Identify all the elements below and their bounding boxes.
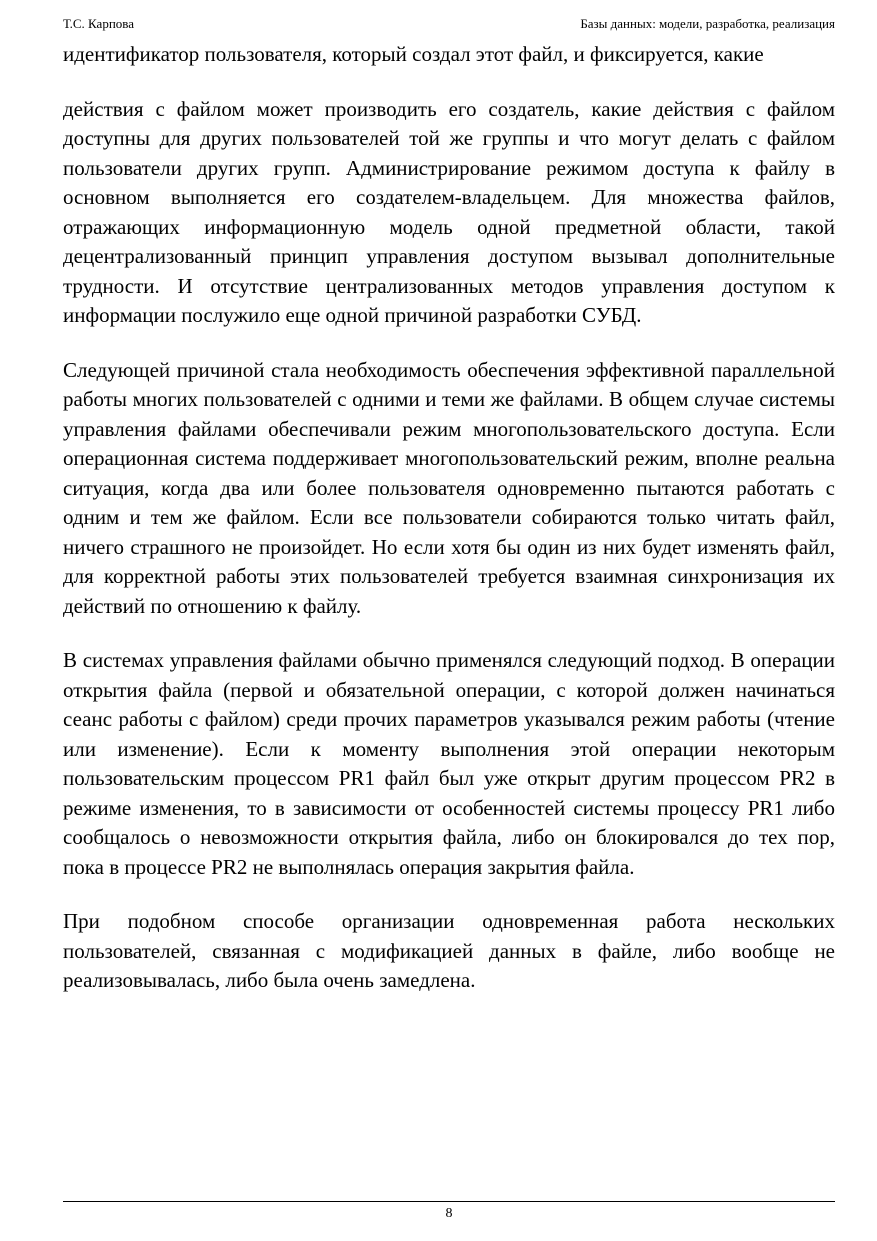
- page-number: 8: [445, 1206, 453, 1221]
- paragraph-conclusion: При подобном способе организации одновременная работа нескольких пользователей, связанная с модификацией данных в файле, либо вообще не реализовывалась, либо была очень замедлена.: [63, 909, 835, 992]
- footer-divider: [63, 1201, 835, 1202]
- paragraph-continuation: идентификатор пользователя, который создал этот файл, и фиксируется, какие: [63, 42, 764, 66]
- paragraph-concurrency: Следующей причиной стала необходимость обеспечения эффективной параллельной работы многих пользователей с одними и теми же файлами. В общем случае системы управления файлами обеспечивали режим многопользовательского доступа. Если операционная система поддерживает многопользовательский режим, вполне реальна ситуация, когда два или более пользователя одновременно пытаются работать с одним и тем же файлом. Если все пользователи собираются только читать файл, ничего страшного не произойдет. Но если хотя бы один из них будет изменять файл, для корректной работы этих пользователей требуется взаимная синхронизация их действий по отношению к файлу.: [63, 357, 835, 618]
- page-body: [63, 40, 835, 996]
- header-book-title: Базы данных: модели, разработка, реализация: [580, 16, 835, 31]
- header-author: Т.С. Карпова: [63, 16, 135, 31]
- paragraph-file-open-mode: В системах управления файлами обычно применялся следующий подход. В операции открытия файла (первой и обязательной операции, с которой должен начинаться сеанс работы с файлом) среди прочих параметров указывался режим работы (чтение или изменение). Если к моменту выполнения этой операции некоторым пользовательским процессом PR1 файл был уже открыт другим процессом PR2 в режиме изменения, то в зависимости от особенностей системы процессу PR1 либо сообщалось о невозможности открытия файла, либо он блокировался до тех пор, пока в процессе PR2 не выполнялась операция закрытия файла.: [63, 648, 835, 879]
- page-header: [63, 16, 835, 36]
- paragraph-access-control: действия с файлом может производить его создатель, какие действия с файлом доступны для других пользователей той же группы и что могут делать с файлом пользователи других групп. Администрирование режимом доступа к файлу в основном выполняется его создателем-владельцем. Для множества файлов, отражающих информационную модель одной предметной области, такой децентрализованный принцип управления доступом вызывал дополнительные трудности. И отсутствие централизованных методов управления доступом к информации послужило еще одной причиной разработки СУБД.: [63, 96, 835, 327]
